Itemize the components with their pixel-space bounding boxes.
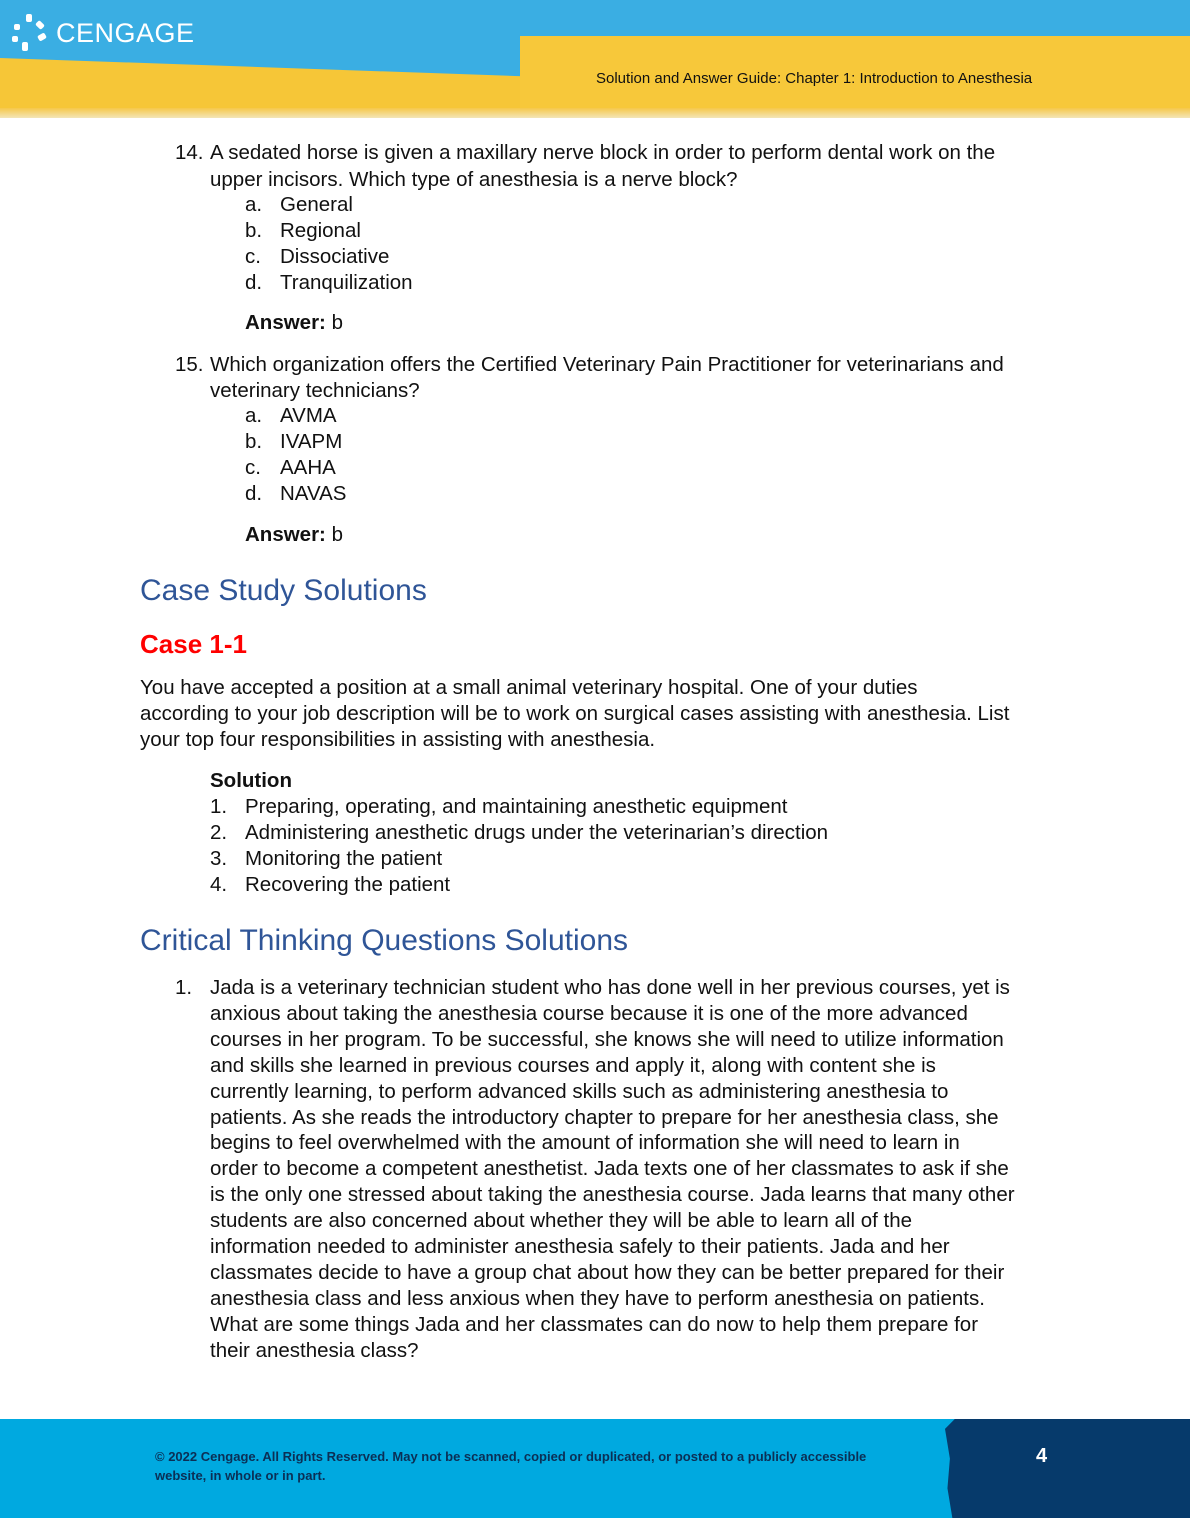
option: a. General [245, 193, 353, 216]
question-text-line: students are also concerned about whether they will be able to learn all of the [210, 1209, 912, 1233]
solution-item: 2. Administering anesthetic drugs under the veterinarian’s direction [210, 821, 829, 844]
option: a. AVMA [245, 404, 337, 427]
question-text-line: is the only one stressed about taking the anesthesia course. Jada learns that many other [210, 1183, 1015, 1207]
logo-text: CENGAGE [56, 17, 195, 48]
page-header [0, 0, 1190, 118]
page-footer [0, 1419, 1190, 1518]
question-text-line: patients. As she reads the introductory chapter to prepare for her anesthesia class, she [210, 1105, 999, 1129]
case-study-heading: Case Study Solutions [140, 574, 427, 607]
question-text-line: anesthesia class and less anxious when they have to perform anesthesia on patients. [210, 1286, 985, 1310]
question-text-line: begins to feel overwhelmed with the amount of information she will need to learn in [210, 1131, 960, 1155]
solution-item: 3. Monitoring the patient [210, 847, 443, 870]
option: d. NAVAS [245, 482, 347, 505]
answer: Answer: b [245, 523, 343, 546]
question-text-line: courses in her program. To be successful, she knows she will need to utilize information [210, 1027, 1004, 1051]
question-text-line: information needed to administer anesthesia safely to their patients. Jada and her [210, 1235, 950, 1259]
question-text-line: What are some things Jada and her classmates can do now to help them prepare for [210, 1312, 979, 1336]
critical-thinking-heading: Critical Thinking Questions Solutions [140, 924, 629, 957]
option: d. Tranquilization [245, 271, 413, 294]
option: b. IVAPM [245, 430, 343, 453]
cengage-logo [12, 14, 195, 52]
case-title: Case 1-1 [140, 629, 247, 659]
question-text-line: Jada is a veterinary technician student who has done well in her previous courses, yet is [210, 976, 1010, 999]
cengage-logo-icon [12, 14, 48, 52]
option: c. AAHA [245, 456, 336, 479]
copyright-notice: © 2022 Cengage. All Rights Reserved. May not be scanned, copied or duplicated, or posted to a publicly accessible website, in whole or in part. [155, 1449, 867, 1483]
solution-item: 1. Preparing, operating, and maintaining anesthetic equipment [210, 795, 788, 818]
page-number: 4 [1036, 1445, 1048, 1467]
question-text-line: order to become a competent anesthetist. Jada texts one of her classmates to ask if she [210, 1157, 1009, 1181]
question-text-line: and skills she learned in previous courses and apply it, along with content she is [210, 1053, 936, 1077]
solution-item: 4. Recovering the patient [210, 873, 451, 896]
case-description: You have accepted a position at a small animal veterinary hospital. One of your duties according to your job description will be to work on surgical cases assisting with anesthesia. List your top four responsibilities in assisting with anesthesia. [140, 676, 1010, 751]
question-text-line: classmates decide to have a group chat about how they can be better prepared for their [210, 1260, 1005, 1284]
solution-label: Solution [210, 769, 292, 792]
document-title: Solution and Answer Guide: Chapter 1: Introduction to Anesthesia [596, 70, 1033, 87]
option: c. Dissociative [245, 245, 390, 268]
question-text-line: currently learning, to perform advanced skills such as administering anesthesia to [210, 1079, 949, 1103]
answer: Answer: b [245, 311, 343, 334]
question-text-line: their anesthesia class? [210, 1338, 419, 1362]
option: b. Regional [245, 219, 361, 242]
question-text-line: anxious about taking the anesthesia course because it is one of the more advanced [210, 1001, 968, 1025]
